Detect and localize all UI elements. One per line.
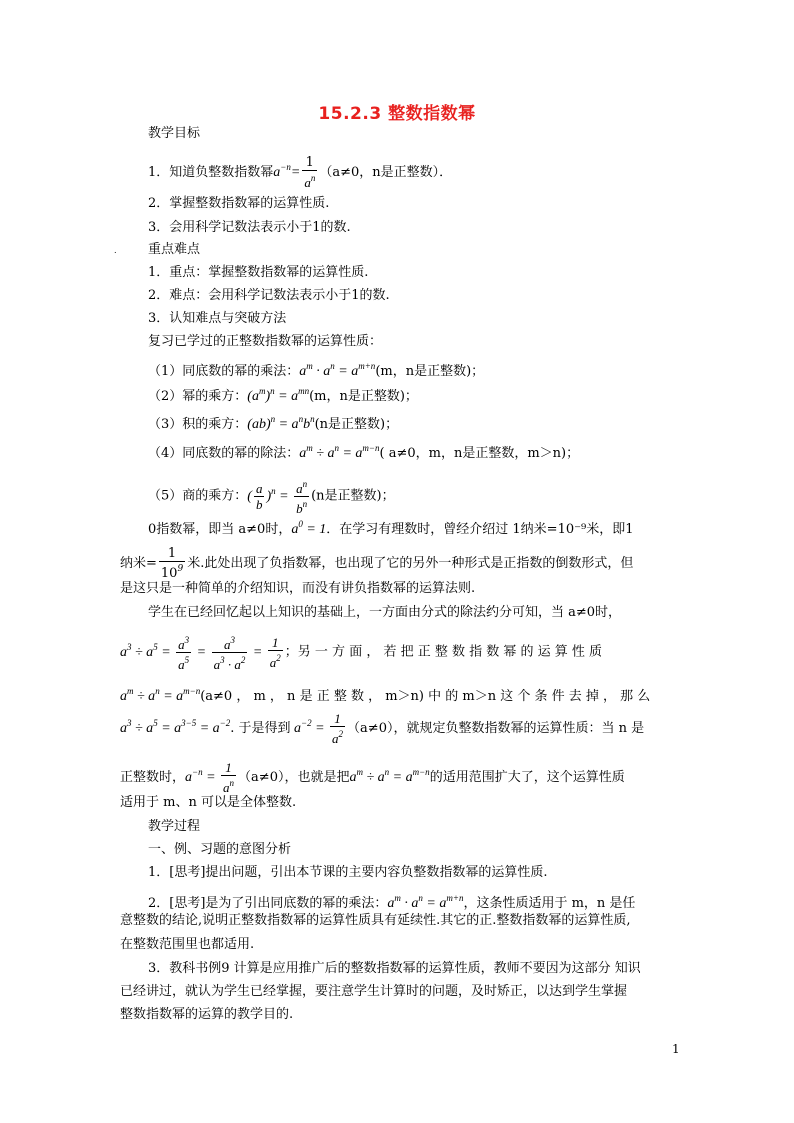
item-2-line3: 在整数范围里也都适用.	[120, 937, 255, 952]
para2-line5	[120, 760, 625, 795]
property-1	[148, 357, 484, 381]
property-2	[148, 382, 418, 406]
formula-division-general: $a^m \div a^n = a^{m-n}$	[349, 767, 430, 785]
item-2-text-post: ，这条性质适用于 m，n 是任	[463, 896, 636, 911]
property-4	[148, 439, 579, 463]
property-1-formula: $a^m \cdot a^n = a^{m+n}$	[299, 361, 376, 379]
property-4-label: （4）同底数的幂的除法：	[148, 446, 300, 461]
document-title: 15.2.3 整数指数幂	[318, 104, 476, 124]
property-2-formula: $(a^m)^n = a^{mn}$	[247, 386, 310, 404]
para2-line2	[120, 633, 674, 672]
formula-neg-n: $a^{-n}$ =	[185, 767, 220, 785]
para2-line3	[120, 682, 650, 706]
item-3-line2: 已经讲过，就认为学生已经掌握，要注意学生计算时的问题，及时矫正，以达到学生掌握	[120, 984, 628, 999]
exponent-subtraction-formula: $a^3 \div a^5 = a^{3-5} = a^{-2}$	[120, 718, 231, 736]
formula-product-rule: $a^m \cdot a^n = a^{m+n}$	[387, 893, 464, 911]
para1-line1	[148, 515, 633, 539]
item-2-line1	[148, 889, 635, 913]
goal-2: 2．掌握整数指数幂的运算性质.	[148, 196, 330, 211]
para2-text-c: (a≠0 ， m ， n 是 正 整 数 ， m＞n) 中 的 m＞n 这 个 条 件 去 掉 ， 那 么	[200, 689, 651, 704]
item-2-line2: 意整数的结论,说明正整数指数幂的运算性质具有延续性.其它的正.整数指数幂的运算性质,	[120, 913, 631, 928]
page-number: 1	[672, 1042, 680, 1056]
property-2-condition: (m，n是正整数)；	[309, 389, 418, 404]
key-point-2: 2．难点：会用科学记数法表示小于1的数.	[148, 288, 390, 303]
para1-line2	[120, 546, 633, 581]
formula-neg-exponent: $a^{-n}=$	[273, 162, 301, 180]
goal-1	[148, 155, 452, 190]
item-1: 1．[思考]提出问题，引出本节课的主要内容负整数指数幂的运算性质.	[148, 865, 548, 880]
item-2-text-pre: 2．[思考]是为了引出同底数的幂的乘法：	[148, 896, 388, 911]
para1-text-c-post: 米.此处出现了负指数幂，也出现了它的另外一种形式是正指数的倒数形式，但	[187, 556, 634, 571]
property-3	[148, 410, 398, 434]
property-5-label: （5）商的乘方：	[148, 488, 248, 504]
para2-text-d-mid: . 于是得到	[230, 721, 291, 736]
property-5-condition: (n是正整数)；	[311, 488, 395, 504]
fraction-1-over-an: $\frac{1}{a^n}$	[223, 760, 235, 795]
key-point-1: 1．重点：掌握整数指数幂的运算性质.	[148, 265, 369, 280]
para1-text-b: ．在学习有理数时，曾经介绍过 1纳米=10⁻⁹米，即1	[326, 522, 634, 537]
goal-1-condition: （a≠0，n是正整数）．	[319, 165, 453, 180]
property-3-condition: (n是正整数)；	[314, 417, 399, 432]
heading-key-points: 重点难点	[148, 242, 201, 257]
section-1-heading: 一、例、习题的意图分析	[148, 842, 292, 857]
property-4-formula: $a^m \div a^n = a^{m-n}$	[299, 443, 380, 461]
para2-text-b: ；另 一 方 面 ， 若 把 正 整 数 指 数 幂 的 运 算 性 质	[284, 644, 603, 660]
para2-text-e-mid: （a≠0），也就是把	[238, 770, 350, 785]
property-3-label: （3）积的乘方：	[148, 417, 248, 432]
heading-teaching-process: 教学过程	[148, 819, 201, 834]
division-derivation-formula: $a^3 \div a^5$ = $\frac{a^3}{a^5}$ = $\frac{a^3}{a^3 \cdot a^2}$ = $\frac{1}{a^2}$	[120, 635, 281, 672]
para1-line3: 是这只是一种简单的介绍知识，而没有讲负指数幂的运算法则.	[120, 581, 476, 596]
fraction-1-over-a2: $\frac{1}{a^2}$	[332, 711, 344, 746]
division-property-formula: $a^m \div a^n = a^{m-n}$	[120, 686, 201, 704]
property-4-condition: ( a≠0，m，n是正整数，m＞n)；	[379, 446, 580, 461]
formula-zero-exponent: $a^0 = 1$	[291, 519, 327, 537]
property-3-formula: $(ab)^n = a^nb^n$	[247, 414, 315, 432]
item-3-line3: 整数指数幂的运算的教学目的.	[120, 1007, 294, 1022]
property-1-condition: (m，n是正整数)；	[375, 364, 485, 379]
goal-1-text: 1．知道负整数指数幂	[148, 165, 274, 180]
key-point-3: 3．认知难点与突破方法	[148, 311, 287, 326]
para2-line1: 学生在已经回忆起以上知识的基础上，一方面由分式的除法约分可知，当 a≠0时，	[148, 605, 622, 620]
property-5	[148, 477, 395, 516]
para2-line4	[120, 711, 644, 746]
para2-text-e-pre: 正整数时，	[120, 770, 186, 785]
para2-text-e-post: 的适用范围扩大了，这个运算性质	[429, 770, 625, 785]
goal-3: 3．会用科学记数法表示小于1的数.	[148, 220, 351, 235]
review-intro: 复习已学过的正整数指数幂的运算性质：	[148, 334, 383, 349]
fraction-1-over-10-9: $\frac{1}{10^9}$	[160, 546, 184, 581]
formula-a-neg2: $a^{-2}$ =	[290, 718, 329, 736]
item-3-line1: 3．教科书例9 计算是应用推广后的整数指数幂的运算性质，教师不要因为这部分 知识	[148, 961, 641, 976]
stray-dot: .	[114, 246, 117, 255]
property-1-label: （1）同底数的幂的乘法：	[148, 364, 300, 379]
property-2-label: （2）幂的乘方：	[148, 389, 248, 404]
property-5-formula: ( $\frac{a}{b}$ )$^n$ = $\frac{a^n}{b^n}$	[247, 479, 308, 516]
fraction-1-over-a-n: $\frac{1}{a^n}$	[304, 155, 316, 190]
para1-text-a: 0指数幂，即当 a≠0时，	[148, 522, 292, 537]
para2-line6: 适用于 m、n 可以是全体整数.	[120, 795, 297, 810]
para2-text-d-post: （a≠0），就规定负整数指数幂的运算性质：当 n 是	[347, 721, 645, 736]
para1-text-c: 纳米=	[120, 556, 157, 571]
heading-teaching-goals: 教学目标	[148, 126, 201, 141]
